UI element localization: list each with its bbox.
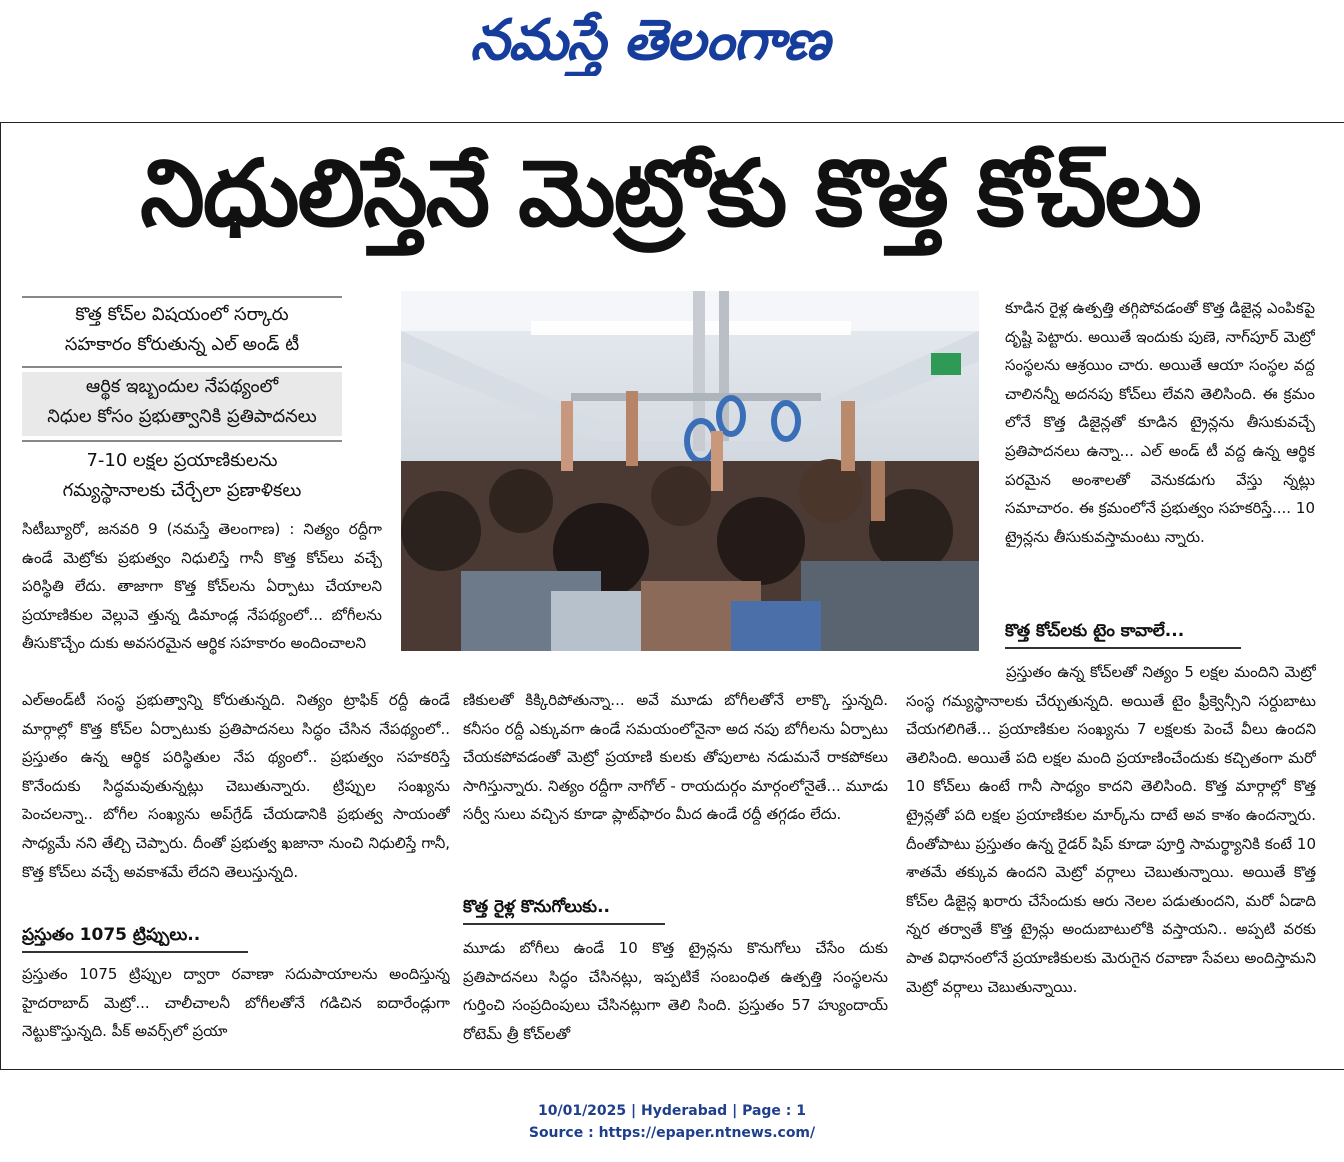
photo-illustration [401,291,979,651]
deck-1 [22,300,342,362]
column-1-body [22,686,450,916]
column-3-top [1005,294,1315,612]
deck-2-line1: ఆర్థిక ఇబ్బందుల నేపథ్యంలో [85,376,279,397]
column-2-paragraph-2: మూడు బోగీలు ఉండే 10 కొత్త ట్రైన్లను కొనుగోలు చేసేం దుకు ప్రతిపాదనలు సిద్ధం చేసినట్లు, ఇప్పటికే సంబంధిత ఉత్పత్తి సంస్థలను గుర్తించి సంప్రదింపులు చేసినట్లుగా తెలి సింది. ప్రస్తుతం 57 హ్యుందాయ్‌ రోటెమ్‌ త్రీ కోచ్‌లతో [463,939,888,1043]
column-1-paragraph-1: సిటీబ్యూరో, జనవరి 9 (నమస్తే తెలంగాణ) : నిత్యం రద్దీగా ఉండే మెట్రోకు ప్రభుత్వం నిధులిస్తే గానీ కొత్త కోచ్‌లు వచ్చే పరిస్థితి లేదు. తాజాగా కొత్త కోచ్‌లను ఏర్పాటు చేయాలని ప్రయాణికుల వెల్లువె త్తున్న డిమాండ్ల నేపథ్యంలో... బోగీలను తీసుకొచ్చేం దుకు అవసరమైన ఆర్థిక సహకారం అందించాలని [22,520,382,653]
deck-3-line2: గమ్యస్థానాలకు చేర్చేలా ప్రణాళికలు [62,480,302,501]
deck-rule [22,366,342,368]
deck-3 [22,446,342,510]
column-2-subhead-rule [463,923,665,925]
top-rule [0,122,1344,123]
deck-rule [22,440,342,442]
column-3-paragraph-1: కూడిన రైళ్ల ఉత్పత్తి తగ్గిపోవడంతో కొత్త డిజైన్ల ఎంపికపై దృష్టి పెట్టారు. అయితే ఇందుకు పుణె, నాగ్‌పూర్‌ మెట్రో సంస్థలను ఆశ్రయిం చారు. అయితే ఆయా సంస్థల వద్ద చాలినన్నీ అదనపు కోచ్‌లు లేవని తెలిసింది. ఈ క్రమం లోనే కొత్త డిజైన్లతో కూడిన ట్రైన్లను తీసుకువచ్చే ప్రతిపాదనలు ఉన్నా... ఎల్‌ అండ్‌ టీ వద్ద ఉన్న ఆర్థిక పరమైన అంశాలతో వెనుకడుగు వేస్తు న్నట్లు సమాచారం. ఈ క్రమంలోనే ప్రభుత్వం సహకరిస్తే.... 10 ట్రైన్లను తీసుకువస్తామంటు న్నారు. [1005,299,1315,546]
column-1-bottom [22,960,450,1060]
column-3-subhead: కొత్త కోచ్‌లకు టైం కావాలే... [1005,621,1185,641]
deck-rule [22,296,342,298]
column-3-paragraph-2: ప్రస్తుతం ఉన్న కోచ్‌లతో నిత్యం 5 లక్షల మందిని మెట్రో సంస్థ గమ్యస్థానాలకు చేర్చుతున్నది. అయితే టైం ఫ్రీక్వెన్సీని సర్దుబాటు చేయగలిగితే... ప్రయాణికుల సంఖ్యను 7 లక్షలకు పెంచే వీలు ఉందని తెలిసింది. అయితే పది లక్షల మంది ప్రయాణించేందుకు కచ్చితంగా మరో 10 కోచ్‌లు ఉంటే గానీ సాధ్యం కాదని తెలిసింది. కొత్త మార్గాల్లో కొత్త ట్రైన్లతో పది లక్షల ప్రయాణికుల మార్క్‌ను దాటే అవ కాశం ఉందన్నారు. దీంతోపాటు ప్రస్తుతం ఉన్న రైడర్‌ షిప్‌ కూడా పూర్తి సామర్థ్యానికి కంటే 10 శాతమే తక్కువ ఉందని మెట్రో వర్గాలు చెబుతున్నాయి. అయితే కొత్త కోచ్‌ల డిజైన్ల ఖరారు చేసేందుకు ఆరు నెలల పడుతుందని, మరో ఏడాది న్నర తర్వాతే కొత్త ట్రైన్లు అందుబాటులోకి వస్తాయని.. అప్పటి వరకు పాత విధానంలోనే ప్రయాణికులకు మెరుగైన రవాణా సేవలు అందిస్తామని మెట్రో వర్గాలు చెబుతున్నాయి. [906,663,1316,996]
column-3-subhead-rule [1005,647,1241,649]
footer-date-line: 10/01/2025 | Hyderabad | Page : 1 [537,1103,807,1119]
column-1-subhead-rule [22,951,248,953]
masthead-logo: నమస్తే తెలంగాణ [470,7,829,73]
deck-2-line2: నిధుల కోసం ప్రభుత్వానికి ప్రతిపాదనలు [47,406,317,427]
left-rule [0,122,1,1070]
metro-crowd-photo [401,291,979,651]
column-1-top [22,515,382,686]
column-2-top [463,686,888,886]
deck-1-line2: సహకారం కోరుతున్న ఎల్‌ అండ్‌ టీ [64,334,300,355]
deck-3-line1: 7-10 లక్షల ప్రయాణికులను [86,450,278,471]
column-1-paragraph-3: ప్రస్తుతం 1075 ట్రిప్పుల ద్వారా రవాణా సదుపాయాలను అందిస్తున్న హైదరాబాద్‌ మెట్రో... చాలీచాలనీ బోగీలతోనే గడిచిన ఐదారేండ్లుగా నెట్టుకొస్తున్నది. పీక్‌ అవర్స్‌లో ప్రయా [22,965,450,1041]
deck-2 [22,372,342,436]
column-2-bottom [463,934,888,1060]
column-2-subhead: కొత్త రైళ్ల కొనుగోలుకు.. [463,897,610,917]
footer-source-line: Source : https://epaper.ntnews.com/ [528,1125,816,1141]
column-2-paragraph-1: ణికులతో కిక్కిరిపోతున్నా... అవే మూడు బోగీలతోనే లాక్కొ స్తున్నది. కనీసం రద్దీ ఎక్కువగా ఉండే సమయంలోనైనా అద నపు బోగీలను ఏర్పాటు చేయకపోవడంతో మెట్రో ప్రయాణి కులకు తోపులాట నడుమనే రాకపోకలు సాగిస్తున్నారు. నిత్యం రద్దీగా నాగోల్‌ - రాయదుర్గం మార్గంలోనైతే... మూడు సర్వీ సులు వచ్చిన కూడా ప్లాట్‌ఫారం మీద ఉండే రద్దీ తగ్గడం లేదు. [463,691,888,824]
column-1-paragraph-2: ఎల్‌అండ్‌టీ సంస్థ ప్రభుత్వాన్ని కోరుతున్నది. నిత్యం ట్రాఫిక్‌ రద్దీ ఉండే మార్గాల్లో కొత్త కోచ్‌ల ఏర్పాటుకు ప్రతిపాదనలు సిద్ధం చేసిన నేపథ్యంలో.. ప్రస్తుతం ఉన్న ఆర్థిక పరిస్థితుల నేప థ్యంలో.. ప్రభుత్వం సహకరిస్తే కొనేందుకు సిద్ధమవుతున్నట్లు చెబుతున్నారు. ట్రిప్పుల సంఖ్యను పెంచలన్నా.. బోగీల సంఖ్యను అప్‌గ్రేడ్‌ చేయడానికి ప్రభుత్వ సాయంతో సాధ్యమే నని తేల్చి చెప్పారు. దీంతో ప్రభుత్వ ఖజానా నుంచి నిధులిస్తే గానీ, కొత్త కోచ్‌లు వచ్చే అవకాశమే లేదని తెలుస్తున్నది. [22,691,450,881]
deck-1-line1: కొత్త కోచ్‌ల విషయంలో సర్కారు [75,304,289,325]
headline: నిధులిస్తేనే మెట్రోకు కొత్త కోచ్‌లు [140,140,1200,247]
bottom-rule [0,1069,1344,1070]
column-1-subhead: ప్రస్తుతం 1075 ట్రిప్పులు.. [22,925,201,945]
column-3-bottom [906,658,1316,1060]
